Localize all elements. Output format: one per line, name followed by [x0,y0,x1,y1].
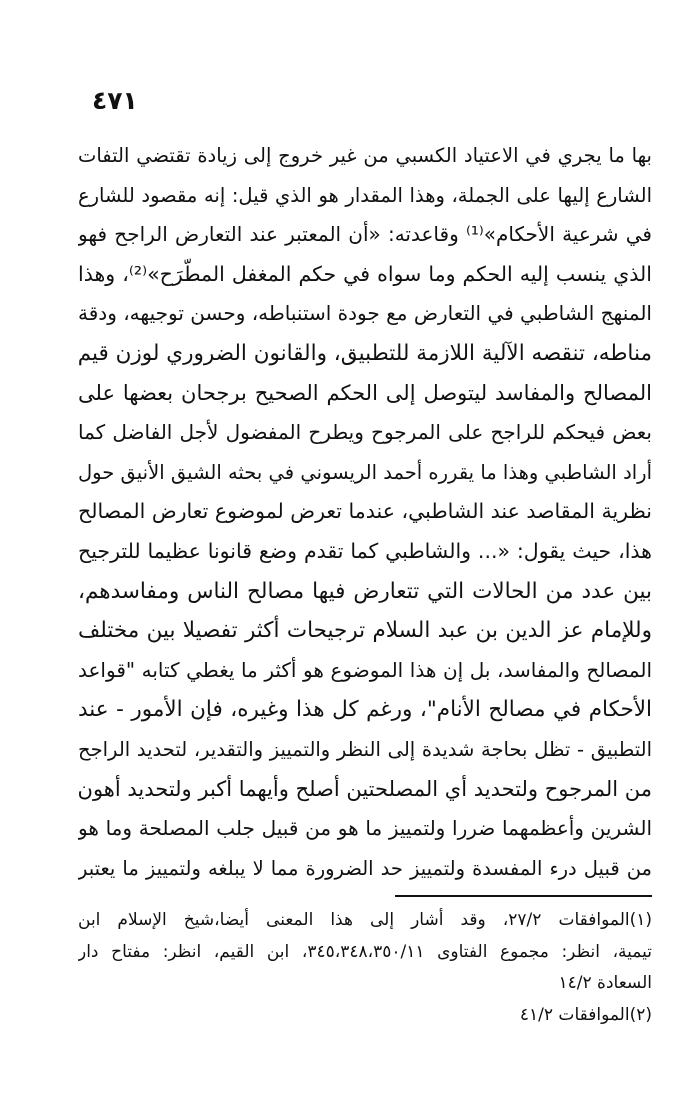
footnote-line-4: (٢)الموافقات ٤١/٢ [519,1004,652,1025]
footnote-line-2: تيمية، انظر: مجموع الفتاوى ٣٤٥،٣٤٨،٣٥٠/١١، ابن القيم، انظر: مفتاح دار [78,941,652,962]
body-line-3: في شرعية الأحكام»⁽¹⁾ وقاعدته: «أن المعتبر عند التعارض الراجح فهو [78,222,652,247]
body-line-6: مناطه، تنقصه الآلية اللازمة للتطبيق، والقانون الضروري لوزن قيم [78,340,652,366]
body-line-14: المصالح والمفاسد، بل إن هذا الموضوع هو أكثر ما يغطي كتابه "قواعد [78,657,652,682]
footnotes [78,905,652,1031]
body-line-10: نظرية المقاصد عند الشاطبي، عندما تعرض لموضوع تعارض المصالح [78,499,652,524]
body-line-7: المصالح والمفاسد ليتوصل إلى الحكم الصحيح برجحان بعضها على [78,380,652,405]
body-line-2: الشارع إليها على الجملة، وهذا المقدار هو الذي قيل: إنه مقصود للشارع [78,183,652,207]
body-line-5: المنهج الشاطبي في التعارض مع جودة استنباطه، وحسن توجيهه، ودقة [78,301,652,326]
page-number: ٤٧١ [92,86,138,115]
body-line-11: هذا، حيث يقول: «... والشاطبي كما تقدم وضع قانونا عظيما للترجيح [78,538,652,563]
footnote-line-1: (١)الموافقات ٢٧/٢، وقد أشار إلى هذا المعنى أيضا،شيخ الإسلام ابن [78,910,652,930]
body-line-1: بها ما يجري في الاعتياد الكسبي من غير خروج إلى زيادة تقتضي التفات [78,144,652,167]
body-line-15: الأحكام في مصالح الأنام"، ورغم كل هذا وغيره، فإن الأمور - عند [78,697,652,723]
body-line-4: الذي ينسب إليه الحكم وما سواه في حكم المغفل المطّرَح»⁽²⁾، وهذا [78,261,652,286]
body-line-8: بعض فيحكم للراجح على المرجوح ويطرح المفضول لأجل الفاضل كما [78,420,652,445]
body-line-19: من قبيل درء المفسدة ولتمييز حد الضرورة مما لا يبلغه ولتمييز ما يعتبر [78,856,652,880]
body-line-9: أراد الشاطبي وهذا ما يقرره أحمد الريسوني في بحثه الشيق الأنيق حول [78,460,652,484]
body-line-17: من المرجوح ولتحديد أي المصلحتين أصلح وأيهما أكبر ولتحديد أهون [78,776,652,801]
footnote-separator [395,895,652,897]
body-text [78,136,652,888]
body-line-13: وللإمام عز الدين بن عبد السلام ترجيحات أكثر تفصيلا بين مختلف [78,618,652,644]
body-line-16: التطبيق - تظل بحاجة شديدة إلى النظر والتمييز والتقدير، لتحديد الراجح [78,737,652,761]
footnote-line-3: السعادة ١٤/٢ [558,973,652,993]
body-line-12: بين عدد من الحالات التي تتعارض فيها مصالح الناس ومفاسدهم، [78,578,652,604]
body-line-18: الشرين وأعظمهما ضررا ولتمييز ما هو من قبيل جلب المصلحة وما هو [78,816,652,841]
